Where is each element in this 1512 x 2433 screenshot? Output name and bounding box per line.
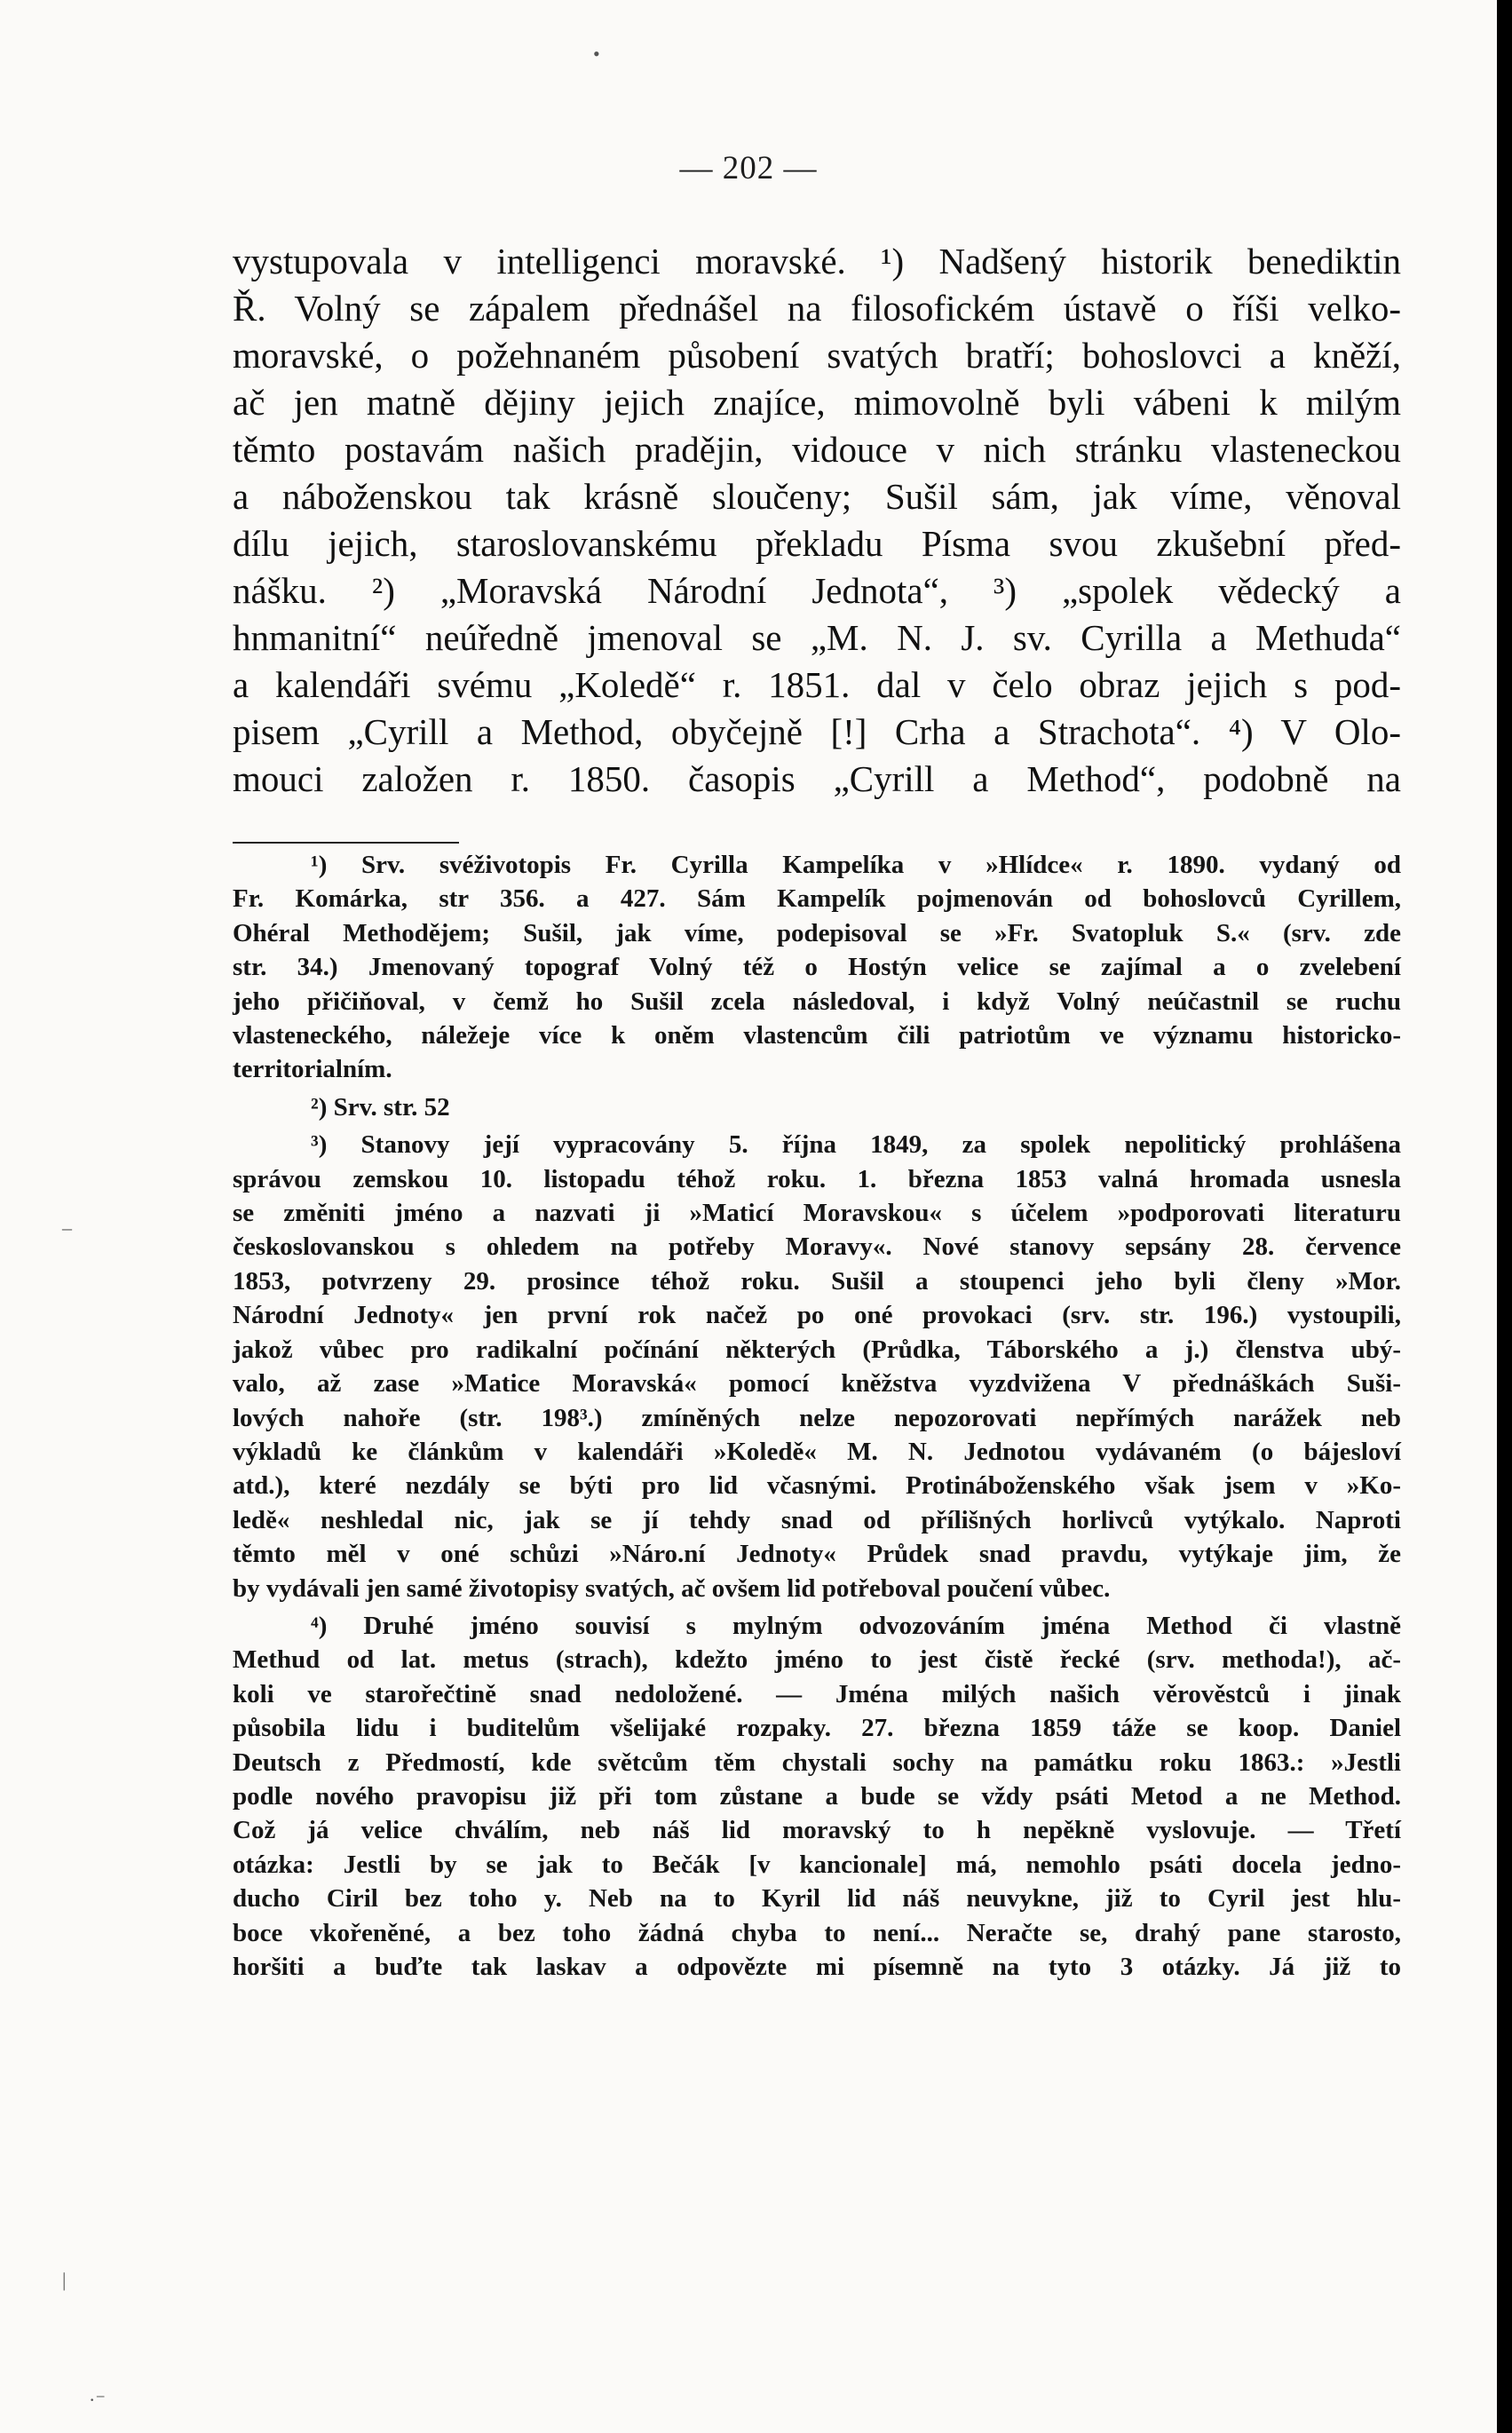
main-text-line: a kalendáři svému „Koledě“ r. 1851. dal v čelo obraz jejich s pod- bbox=[233, 664, 1401, 705]
footnote-line: 1853, potvrzeny 29. prosince téhož roku. Sušil a stoupenci jeho byli členy »Mor. bbox=[233, 1266, 1401, 1296]
footnote-line: výkladů ke článkům v kalendáři »Koledě« M. N. Jednotou vydávaném (o bájesloví bbox=[233, 1437, 1401, 1466]
main-text-line: vystupovala v intelligenci moravské. ¹) Nadšený historik benediktin bbox=[233, 241, 1401, 281]
main-text-line: dílu jejich, staroslovanskému překladu Písma svou zkušební před- bbox=[233, 523, 1401, 564]
footnote-line: jakož vůbec pro radikalní počínání některých (Průdka, Táborského a j.) členstva ubý- bbox=[233, 1335, 1401, 1364]
main-text-line: ač jen matně dějiny jejich znajíce, mimovolně byli vábeni k milým bbox=[233, 382, 1401, 423]
footnote-line: Ohéral Methodějem; Sušil, jak víme, podepisoval se »Fr. Svatopluk S.« (srv. zde bbox=[233, 918, 1401, 947]
footnote-line: se změniti jméno a nazvati ji »Maticí Moravskou« s účelem »podporovati literaturu bbox=[233, 1199, 1401, 1228]
footnote-line: horšiti a buďte tak laskav a odpovězte mi písemně na tyto 3 otázky. Já již to bbox=[233, 1953, 1401, 1981]
main-text-line: moravské, o požehnaném působení svatých bratří; bohoslovci a kněží, bbox=[233, 335, 1401, 376]
footnote-separator-rule bbox=[233, 842, 459, 844]
footnote-line: by vydávali jen samé životopisy svatých, ač ovšem lid potřeboval poučení vůbec. bbox=[233, 1573, 1111, 1603]
footnote-line: ²) Srv. str. 52 bbox=[311, 1092, 450, 1121]
margin-tick-mark: ·⁻ bbox=[89, 2389, 106, 2411]
footnote-line: vlasteneckého, náležeje více k oněm vlastencům čili patriotům ve významu historicko- bbox=[233, 1021, 1401, 1050]
footnote-line: správou zemskou 10. listopadu téhož roku. 1. března 1853 valná hromada usnesla bbox=[233, 1164, 1401, 1193]
footnote-line: Deutsch z Předmostí, kde světcům těm chystali sochy na památku roku 1863.: »Jestli bbox=[233, 1747, 1401, 1777]
footnote-line: ³) Stanovy její vypracovány 5. října 1849, za spolek nepolitický prohlášena bbox=[311, 1130, 1401, 1160]
footnote-line: Methud od lat. metus (strach), kdežto jméno to jest čistě řecké (srv. methoda!), ač- bbox=[233, 1645, 1401, 1675]
page-speck-mark: • bbox=[593, 43, 600, 65]
footnote-line: Národní Jednoty« jen první rok načež po oné provokaci (srv. str. 196.) vystoupili, bbox=[233, 1301, 1401, 1330]
footnote-line: lových nahoře (str. 198³.) zmíněných nelze nepozorovati nepřímých narážek neb bbox=[233, 1403, 1401, 1432]
margin-tick-mark: | bbox=[62, 2269, 67, 2291]
footnotes bbox=[233, 848, 1401, 1984]
main-text-line: nášku. ²) „Moravská Národní Jednota“, ³) „spolek vědecký a bbox=[233, 570, 1401, 611]
main-text-line: pisem „Cyrill a Method, obyčejně [!] Crha a Strachota“. ⁴) V Olo- bbox=[233, 711, 1401, 752]
main-text-line: hnmanitní“ neúředně jmenoval se „M. N. J. sv. Cyrilla a Methuda“ bbox=[233, 617, 1401, 658]
page-number: — 202 — bbox=[679, 150, 818, 186]
footnote-line: otázka: Jestli by se jak to Bečák [v kancionale] má, nemohlo psáti docela jedno- bbox=[233, 1850, 1401, 1879]
footnote-line: ¹) Srv. svéživotopis Fr. Cyrilla Kampelíka v »Hlídce« r. 1890. vydaný od bbox=[311, 851, 1401, 879]
margin-tick-mark: – bbox=[62, 1216, 72, 1239]
footnote-line: boce vkořeněné, a bez toho žádná chyba to není... Neračte se, drahý pane starosto, bbox=[233, 1918, 1401, 1947]
footnote-line: atd.), které nezdály se býti pro lid včasnými. Protináboženského však jsem v »Ko- bbox=[233, 1471, 1401, 1501]
footnote-line: koli ve starořečtině snad nedoložené. — Jména milých našich věrověstců i jinak bbox=[233, 1679, 1401, 1708]
footnote-line: ⁴) Druhé jméno souvisí s mylným odvozováním jména Method či vlastně bbox=[311, 1611, 1401, 1640]
footnote-line: jeho přičiňoval, v čemž ho Sušil zcela následoval, i když Volný neúčastnil se ruchu bbox=[233, 987, 1401, 1016]
footnote-line: těmto měl v oné schůzi »Náro.ní Jednoty« Průdek snad pravdu, vytýkaje jim, že bbox=[233, 1540, 1401, 1569]
footnote-line: ledě« neshledal nic, jak se jí tehdy snad od přílišných horlivců vytýkalo. Naproti bbox=[233, 1505, 1401, 1534]
main-text-line: mouci založen r. 1850. časopis „Cyrill a Method“, podobně na bbox=[233, 758, 1401, 799]
footnote-line: podle nového pravopisu již při tom zůstane a bude se vždy psáti Metod a ne Method. bbox=[233, 1781, 1401, 1811]
footnote-line: působila lidu i buditelům všelijaké rozpaky. 27. března 1859 táže se koop. Daniel bbox=[233, 1714, 1401, 1743]
footnote-line: českoslovanskou s ohledem na potřeby Moravy«. Nové stanovy sepsány 28. července bbox=[233, 1232, 1401, 1262]
main-text-line: a náboženskou tak krásně sloučeny; Sušil sám, jak víme, věnoval bbox=[233, 476, 1401, 517]
main-text bbox=[233, 238, 1401, 803]
main-text-line: Ř. Volný se zápalem přednášel na filosofickém ústavě o říši velko- bbox=[233, 288, 1401, 329]
footnote-line: Což já velice chválím, neb náš lid moravský to h nepěkně vyslovuje. — Třetí bbox=[233, 1816, 1401, 1845]
footnote-line: ducho Ciril bez toho y. Neb na to Kyril lid náš neuvykne, již to Cyril jest hlu- bbox=[233, 1884, 1401, 1914]
main-text-line: těmto postavám našich pradějin, vidouce v nich stránku vlasteneckou bbox=[233, 429, 1401, 470]
footnote-line: Fr. Komárka, str 356. a 427. Sám Kampelík pojmenován od bohoslovců Cyrillem, bbox=[233, 884, 1401, 914]
footnote-line: territorialním. bbox=[233, 1055, 392, 1084]
footnote-line: valo, až zase »Matice Moravská« pomocí kněžstva vyzdvižena V přednáškách Suši- bbox=[233, 1369, 1401, 1399]
footnote-line: str. 34.) Jmenovaný topograf Volný též o Hostýn velice se zajímal a o zvelebení bbox=[233, 953, 1401, 982]
